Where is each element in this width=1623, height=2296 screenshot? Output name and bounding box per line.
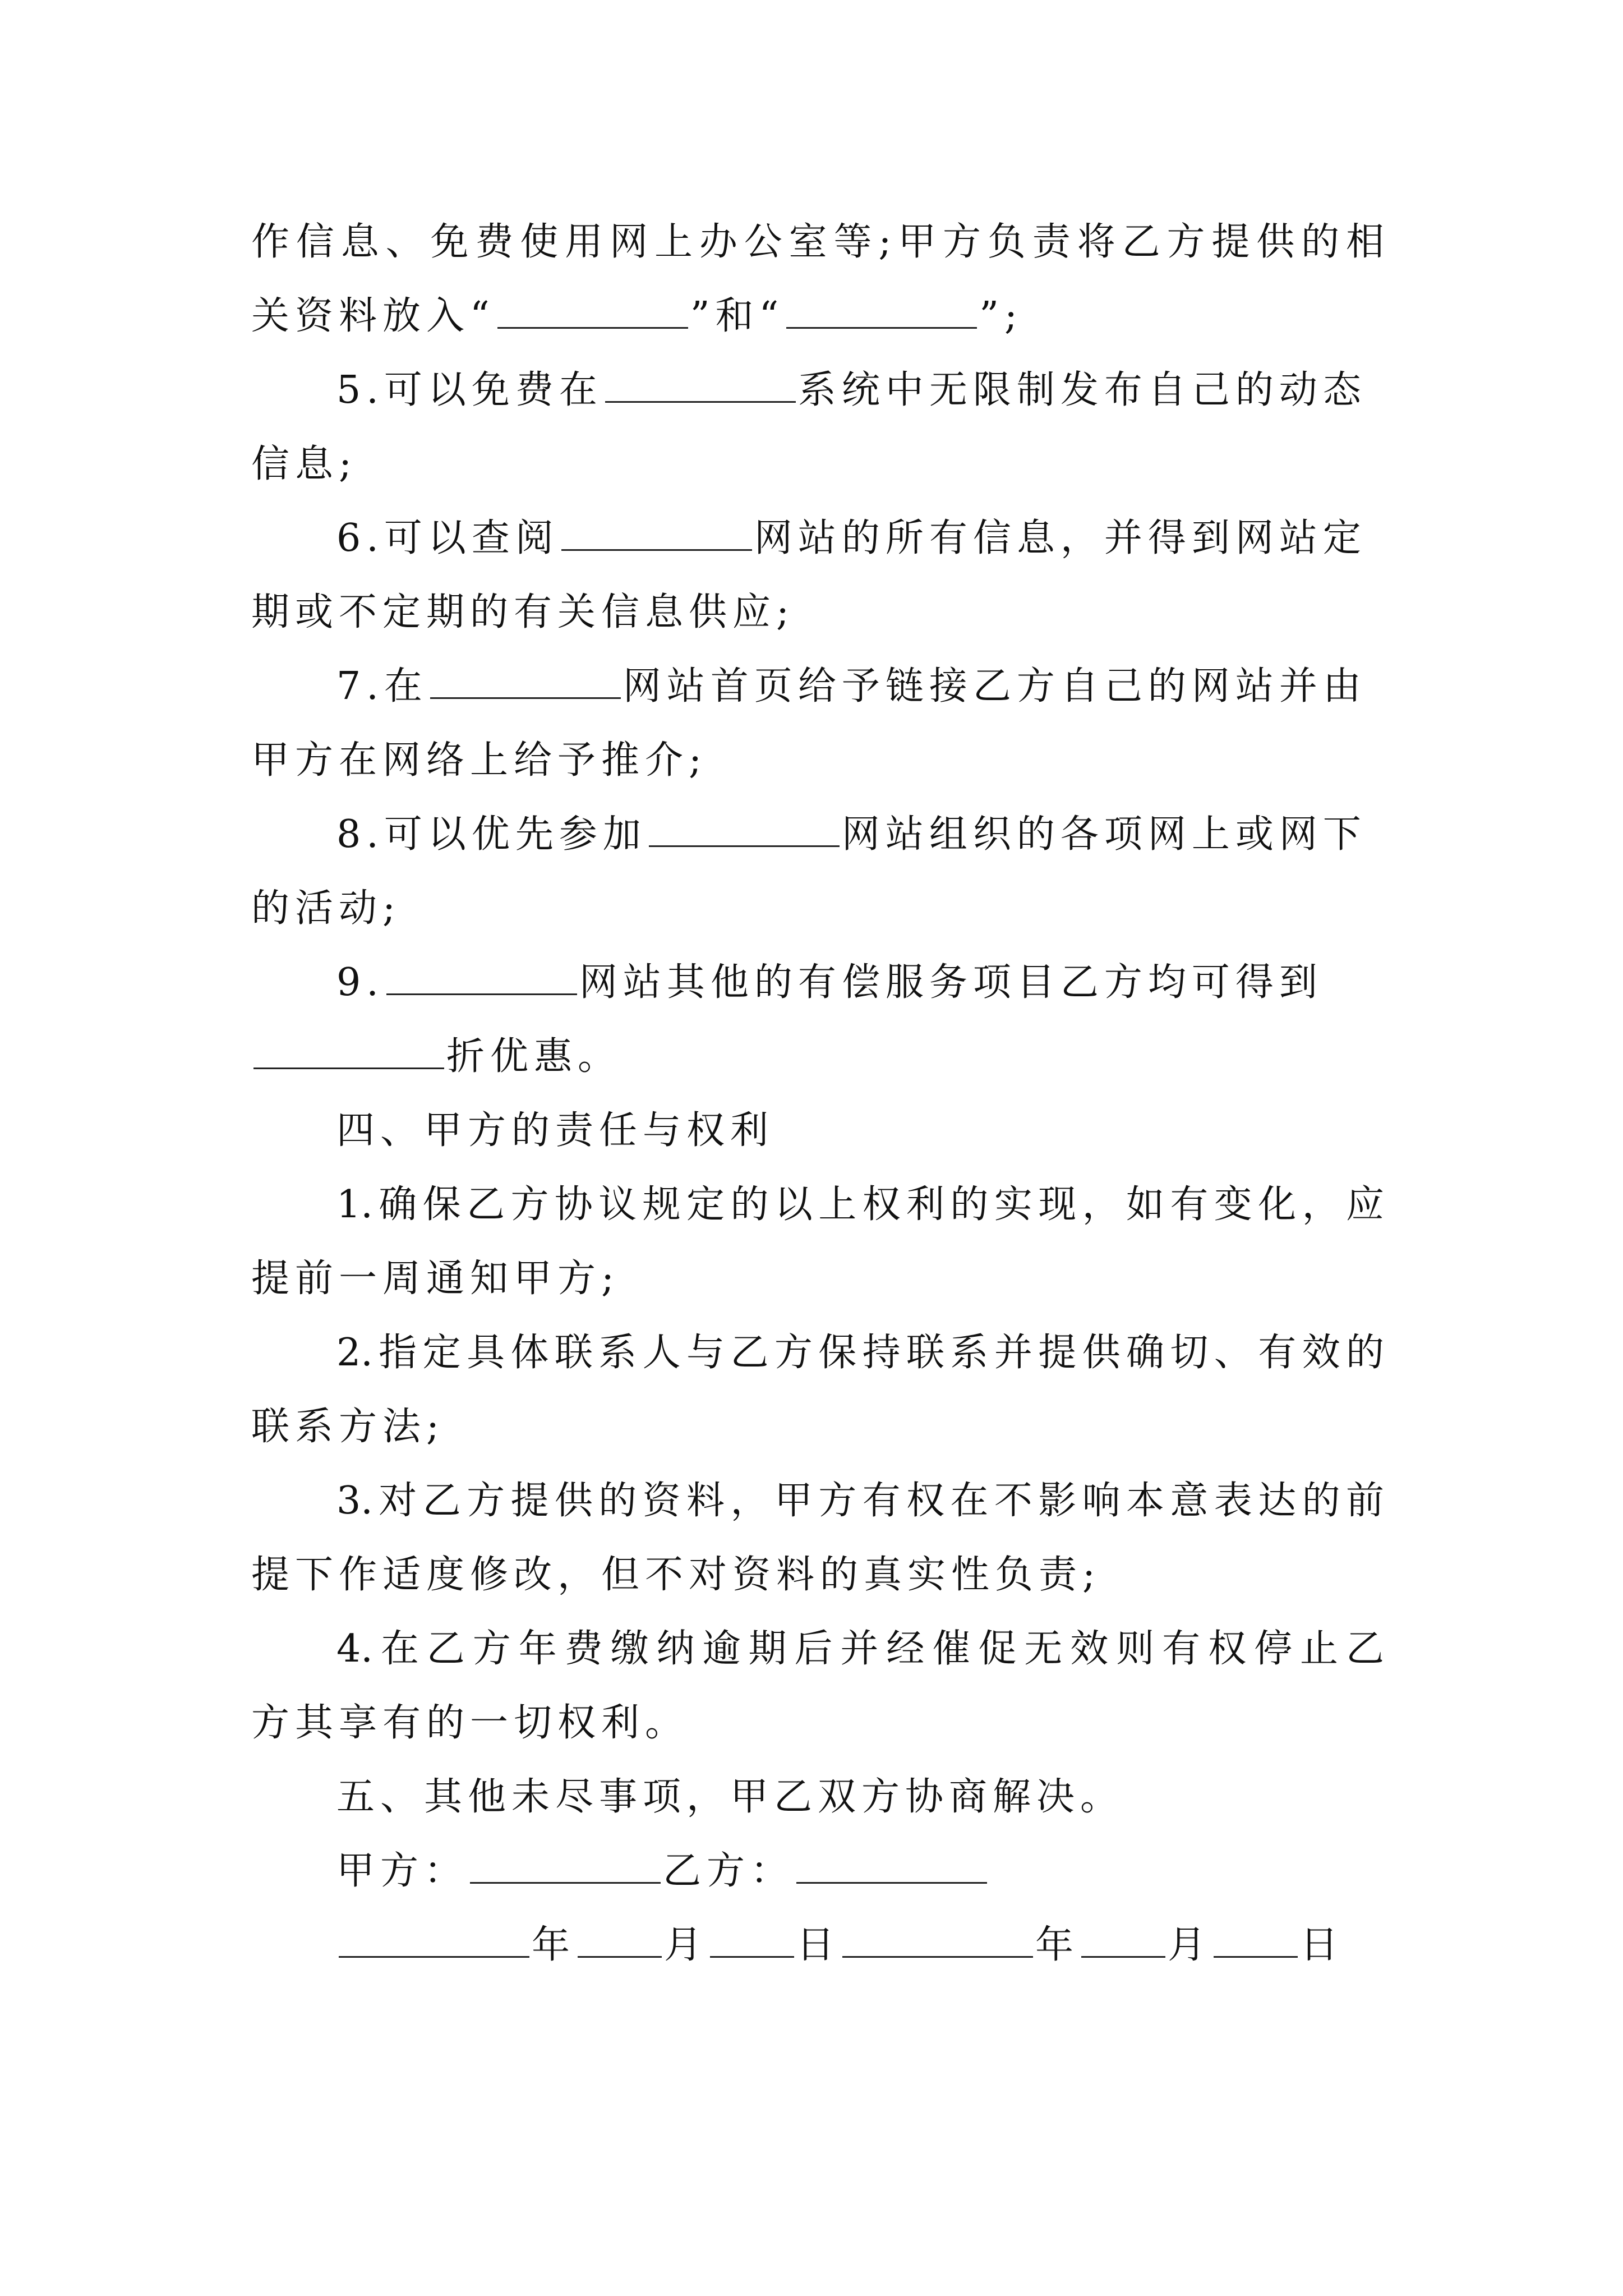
text-segment: 联系方法; — [251, 1405, 445, 1449]
fill-in-blank[interactable] — [497, 325, 688, 329]
text-line — [251, 431, 357, 498]
section-heading — [336, 1097, 774, 1165]
text-line — [251, 579, 795, 646]
fill-in-blank[interactable] — [386, 991, 577, 995]
text-segment: 3.对乙方提供的资料，甲方有权在不影响本意表达的前 — [336, 1479, 1384, 1523]
text-line — [251, 875, 401, 942]
day-blank[interactable] — [1214, 1954, 1298, 1958]
text-segment: 网站首页给予链接乙方自己的网站并由 — [623, 664, 1367, 708]
signature-line — [336, 1838, 989, 1905]
fill-in-blank[interactable] — [786, 325, 977, 329]
month-label: 月 — [664, 1923, 708, 1967]
text-line — [336, 1171, 1384, 1239]
year-blank[interactable] — [339, 1954, 529, 1958]
text-segment: 甲方在网络上给予推介; — [251, 738, 707, 783]
text-line — [336, 357, 1367, 424]
month-blank[interactable] — [578, 1954, 662, 1958]
text-line — [251, 727, 707, 794]
text-segment: 提下作适度修改，但不对资料的真实性负责; — [251, 1553, 1101, 1597]
party-a-label: 甲方： — [336, 1849, 468, 1893]
text-segment: 7.在 — [336, 664, 428, 708]
text-line — [336, 1616, 1384, 1683]
text-segment: 关资料放入“ — [251, 294, 495, 338]
text-line — [336, 1467, 1384, 1535]
text-segment: 系统中无限制发布自己的动态 — [797, 368, 1367, 412]
text-line — [251, 1023, 621, 1091]
day-blank[interactable] — [710, 1954, 794, 1958]
text-line — [336, 505, 1367, 572]
section-heading — [336, 1764, 1124, 1831]
party-b-label: 乙方： — [663, 1849, 795, 1893]
text-line — [336, 949, 1323, 1016]
fill-in-blank[interactable] — [561, 547, 752, 551]
text-segment: 五、其他未尽事项，甲乙双方协商解决。 — [336, 1775, 1124, 1819]
year-label: 年 — [1035, 1923, 1080, 1967]
party-b-blank[interactable] — [796, 1880, 987, 1884]
text-segment: 2.指定具体联系人与乙方保持联系并提供确切、有效的 — [336, 1331, 1384, 1375]
text-segment: 期或不定期的有关信息供应; — [251, 590, 795, 634]
text-segment: 8.可以优先参加 — [336, 812, 647, 857]
text-segment: 的活动; — [251, 886, 401, 931]
text-segment: 4.在乙方年费缴纳逾期后并经催促无效则有权停止乙 — [336, 1627, 1384, 1671]
text-segment: 9. — [336, 960, 384, 1005]
text-segment: 四、甲方的责任与权利 — [336, 1108, 774, 1153]
fill-in-blank[interactable] — [253, 1065, 444, 1069]
date-line — [336, 1912, 1344, 1979]
party-a-blank[interactable] — [470, 1880, 661, 1884]
text-line — [251, 1393, 445, 1461]
text-segment: 5.可以免费在 — [336, 368, 603, 412]
fill-in-blank[interactable] — [605, 399, 796, 403]
text-line — [336, 653, 1367, 720]
text-line — [251, 1690, 689, 1757]
day-label: 日 — [1300, 1923, 1344, 1967]
fill-in-blank[interactable] — [430, 695, 621, 699]
text-segment: 6.可以查阅 — [336, 516, 559, 560]
text-segment: 网站组织的各项网上或网下 — [841, 812, 1367, 857]
text-segment: 作信息、免费使用网上办公室等;甲方负责将乙方提供的相 — [251, 220, 1384, 264]
text-line — [251, 209, 1384, 276]
day-label: 日 — [796, 1923, 841, 1967]
text-segment: 折优惠。 — [446, 1034, 622, 1079]
text-segment: 信息; — [251, 442, 357, 486]
month-blank[interactable] — [1081, 1954, 1165, 1958]
text-line — [336, 1319, 1384, 1387]
text-segment: 网站其他的有偿服务项目乙方均可得到 — [579, 960, 1323, 1005]
text-segment: ”和“ — [690, 294, 785, 338]
text-segment: 1.确保乙方协议规定的以上权利的实现，如有变化，应 — [336, 1182, 1384, 1227]
fill-in-blank[interactable] — [649, 843, 840, 847]
text-line — [251, 1245, 620, 1313]
text-line — [251, 283, 1023, 350]
year-label: 年 — [532, 1923, 576, 1967]
text-segment: 网站的所有信息，并得到网站定 — [754, 516, 1367, 560]
text-segment: ”; — [979, 294, 1023, 338]
year-blank[interactable] — [842, 1954, 1033, 1958]
text-segment: 方其享有的一切权利。 — [251, 1701, 689, 1745]
text-segment: 提前一周通知甲方; — [251, 1257, 620, 1301]
text-line — [336, 801, 1367, 868]
text-line — [251, 1542, 1101, 1609]
month-label: 月 — [1168, 1923, 1212, 1967]
